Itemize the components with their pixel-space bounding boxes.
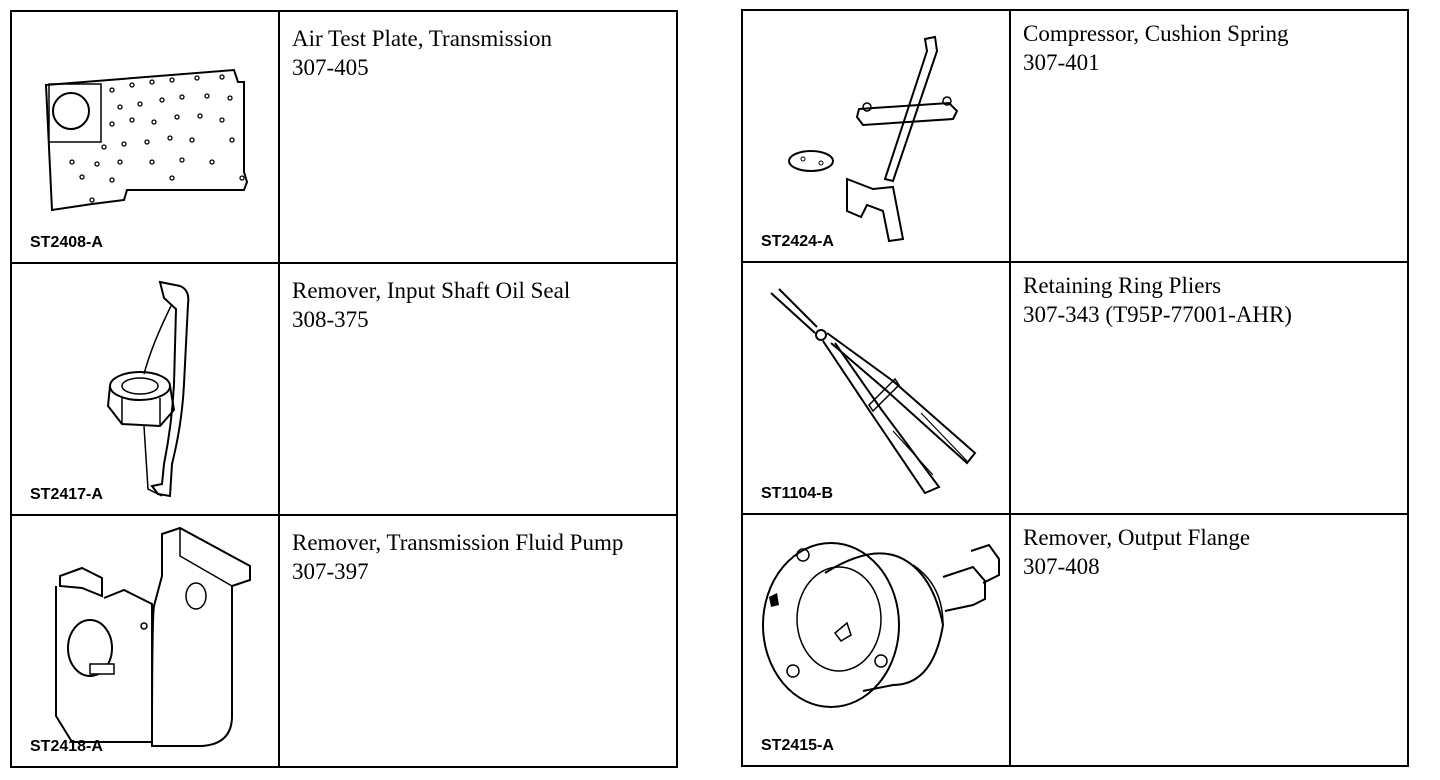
fluid-pump-remover-icon bbox=[12, 516, 278, 766]
air-test-plate-icon bbox=[12, 12, 278, 262]
tool-image-cell bbox=[11, 263, 279, 515]
tool-number: 307-405 bbox=[292, 55, 369, 80]
tool-row bbox=[11, 263, 677, 515]
output-flange-remover-icon bbox=[743, 515, 1009, 765]
tool-name: Retaining Ring Pliers bbox=[1023, 273, 1222, 298]
tool-number: 307-408 bbox=[1023, 554, 1100, 579]
tool-row bbox=[742, 514, 1408, 766]
tool-name: Remover, Output Flange bbox=[1023, 525, 1251, 550]
tool-name: Remover, Input Shaft Oil Seal bbox=[292, 278, 571, 303]
tool-image-cell bbox=[742, 514, 1010, 766]
tool-row bbox=[742, 10, 1408, 262]
tool-table-right bbox=[741, 9, 1409, 767]
tool-name: Air Test Plate, Transmission bbox=[292, 26, 552, 51]
tool-text-cell bbox=[279, 11, 677, 263]
tool-name: Compressor, Cushion Spring bbox=[1023, 21, 1289, 46]
tool-text-cell bbox=[1010, 262, 1408, 514]
tool-row bbox=[11, 515, 677, 767]
ring-pliers-icon bbox=[743, 263, 1009, 513]
tool-image-cell bbox=[11, 11, 279, 263]
tool-number: 307-401 bbox=[1023, 50, 1100, 75]
tool-code: ST2418-A bbox=[30, 738, 103, 755]
tool-text-cell bbox=[279, 515, 677, 767]
tool-name: Remover, Transmission Fluid Pump bbox=[292, 530, 624, 555]
oil-seal-remover-icon bbox=[12, 264, 278, 514]
tool-code: ST2424-A bbox=[761, 233, 834, 250]
tool-row bbox=[11, 11, 677, 263]
tool-text-cell bbox=[1010, 10, 1408, 262]
tool-row bbox=[742, 262, 1408, 514]
tool-number: 307-397 bbox=[292, 559, 369, 584]
tool-text-cell bbox=[279, 263, 677, 515]
tool-code: ST2417-A bbox=[30, 486, 103, 503]
tool-number: 308-375 bbox=[292, 307, 369, 332]
tool-code: ST2408-A bbox=[30, 234, 103, 251]
tool-code: ST2415-A bbox=[761, 737, 834, 754]
spring-compressor-icon bbox=[743, 11, 1009, 261]
tool-number: 307-343 (T95P-77001-AHR) bbox=[1023, 302, 1292, 327]
tool-code: ST1104-B bbox=[761, 485, 834, 502]
tool-image-cell bbox=[11, 515, 279, 767]
tool-table-left bbox=[10, 10, 678, 768]
tool-image-cell bbox=[742, 262, 1010, 514]
tool-image-cell bbox=[742, 10, 1010, 262]
tool-text-cell bbox=[1010, 514, 1408, 766]
